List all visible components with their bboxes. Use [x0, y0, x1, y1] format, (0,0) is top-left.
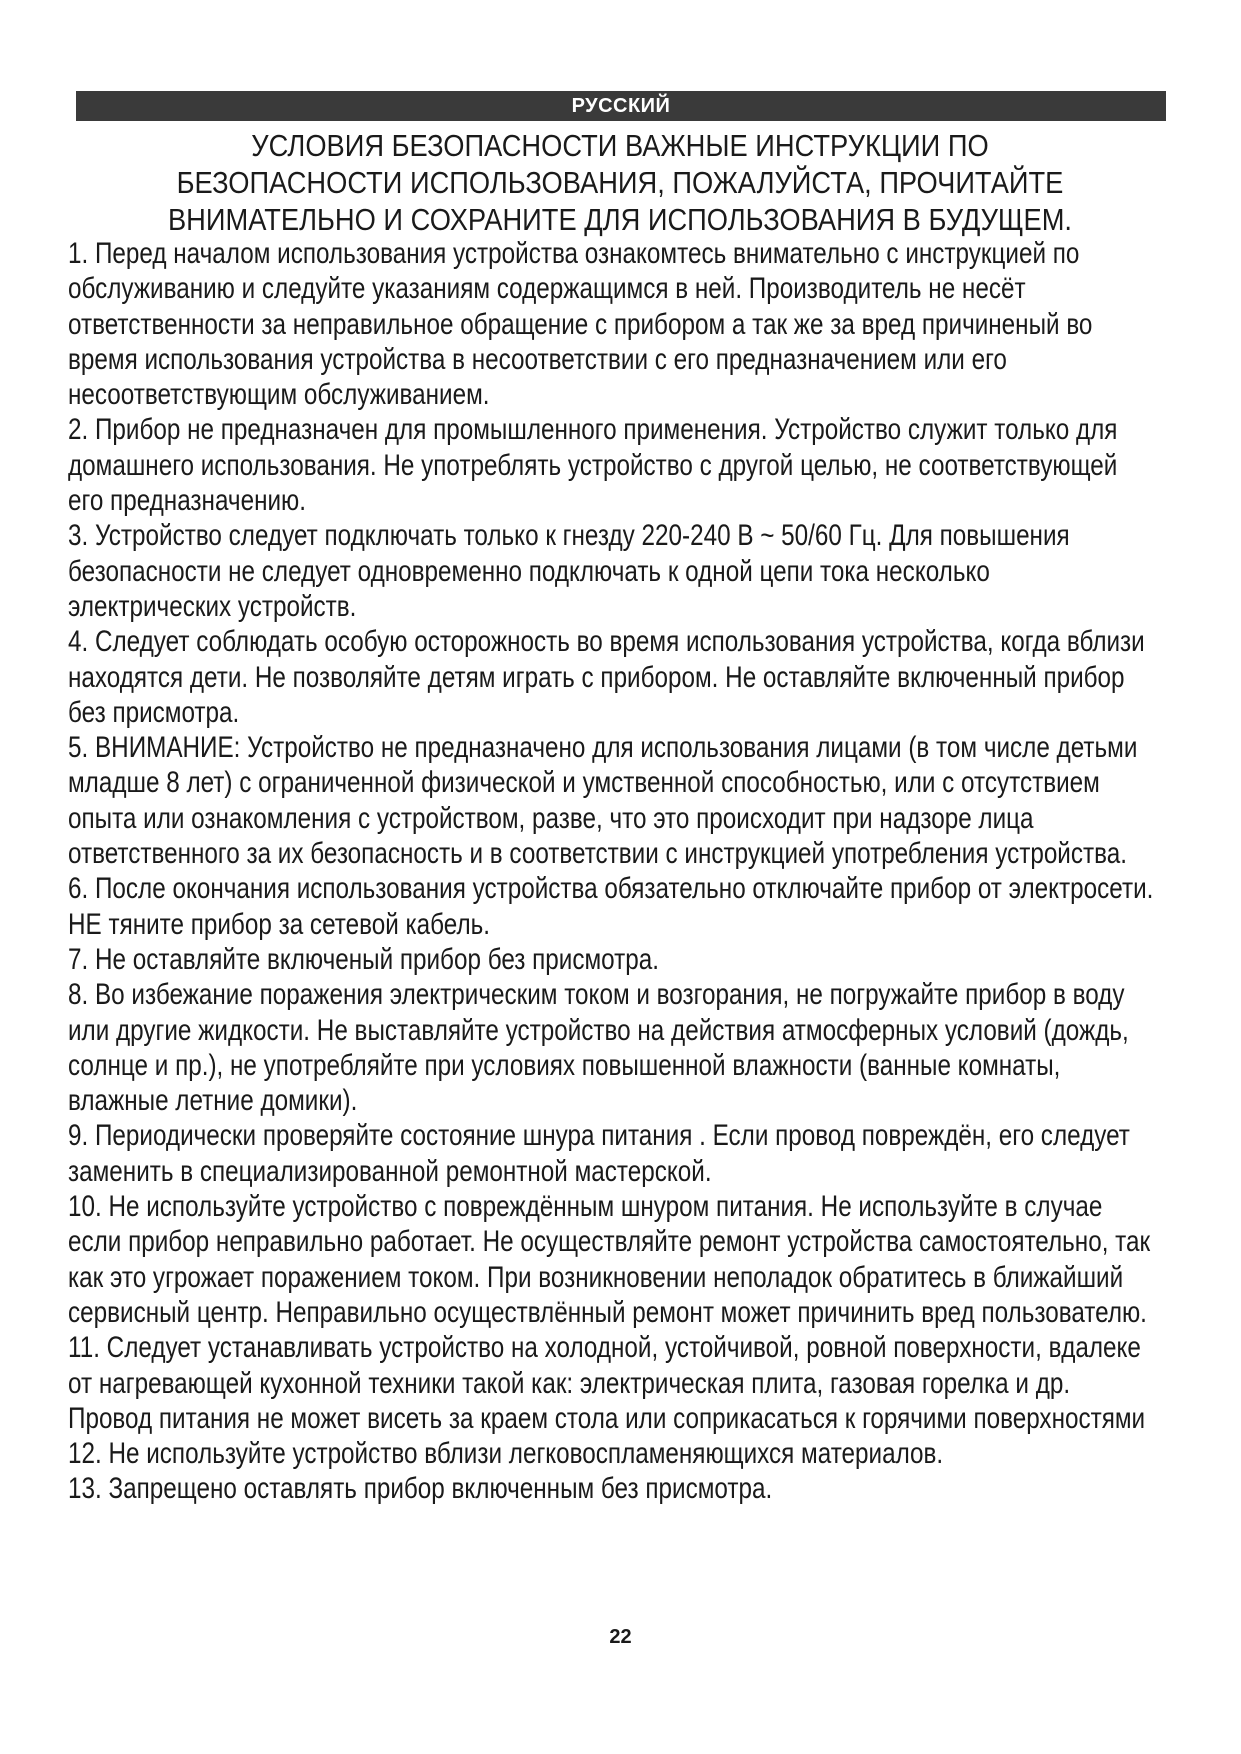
instruction-item: 9. Периодически проверяйте состояние шнура питания . Если провод повреждён, его следует заменить в специализированной ремонтной мастерской. [68, 1119, 1130, 1188]
instruction-item: 4. Следует соблюдать особую осторожность во время использования устройства, когда вблизи находятся дети. Не позволяйте детям играть с прибором. Не оставляйте включенный прибор без присмотра. [68, 625, 1145, 729]
language-header-bar [76, 91, 1166, 121]
instruction-item: 5. ВНИМАНИЕ: Устройство не предназначено для использования лицами (в том числе детьми младше 8 лет) с ограниченной физической и умственной способностью, или с отсутствием опыта или ознакомления с устройством, разве, что это происходит при надзоре лица ответственного за их безопасность и в соответствии с инструкцией употребления устройства. [68, 731, 1138, 871]
safety-instructions [68, 236, 1159, 1507]
instruction-item: 8. Во избежание поражения электрическим током и возгорания, не погружайте прибор в воду или другие жидкости. Не выставляйте устройство на действия атмосферных условий (дождь, солнце и пр.), не употребляйте при условиях повышенной влажности (ванные комнаты, влажные летние домики). [68, 978, 1129, 1118]
instruction-item: 11. Следует устанавливать устройство на холодной, устойчивой, ровной поверхности, вдалеке от нагревающей кухонной техники такой как: электрическая плита, газовая горелка и др. Провод питания не может висеть за краем стола или соприкасаться к горячими поверхностями [68, 1331, 1146, 1435]
instruction-item: 12. Не используйте устройство вблизи легковоспламеняющихся материалов. [68, 1437, 944, 1471]
instruction-item: 1. Перед началом использования устройства ознакомтесь внимательно с инструкцией по обслуживанию и следуйте указаниям содержащимся в ней. Производитель не несёт ответственности за неправильное обращение с прибором а так же за вред причиненый во время использования устройства в несоответствии с его предназначением или его несоответствующим обслуживанием. [68, 237, 1093, 412]
instruction-item: 2. Прибор не предназначен для промышленного применения. Устройство служит только для домашнего использования. Не употреблять устройство с другой целью, не соответствующей его предназначению. [68, 413, 1118, 518]
instruction-item: 7. Не оставляйте включеный прибор без присмотра. [68, 942, 659, 976]
instruction-item: 6. После окончания использования устройства обязательно отключайте прибор от электросети. НЕ тяните прибор за сетевой кабель. [68, 872, 1154, 941]
safety-title: УСЛОВИЯ БЕЗОПАСНОСТИ ВАЖНЫЕ ИНСТРУКЦИИ ПО БЕЗОПАСНОСТИ ИСПОЛЬЗОВАНИЯ, ПОЖАЛУЙСТА, ПРОЧИТАЙТЕ ВНИМАТЕЛЬНО И СОХРАНИТЕ ДЛЯ ИСПОЛЬЗОВАНИЯ В БУДУЩЕМ. [167, 128, 1073, 237]
instruction-item: 3. Устройство следует подключать только к гнезду 220-240 В ~ 50/60 Гц. Для повышения безопасности не следует одновременно подключать к одной цепи тока несколько электрических устройств. [68, 519, 1070, 623]
language-label: РУССКИЙ [571, 95, 671, 117]
page-number: 22 [609, 1626, 632, 1648]
instruction-item: 13. Запрещено оставлять прибор включенным без присмотра. [68, 1472, 773, 1506]
instruction-item: 10. Не используйте устройство с повреждённым шнуром питания. Не используйте в случае если прибор неправильно работает. Не осуществляйте ремонт устройства самостоятельно, так как это угрожает поражением током. При возникновении неполадок обратитесь в ближайший сервисный центр. Неправильно осуществлённый ремонт может причинить вред пользователю. [68, 1190, 1151, 1329]
